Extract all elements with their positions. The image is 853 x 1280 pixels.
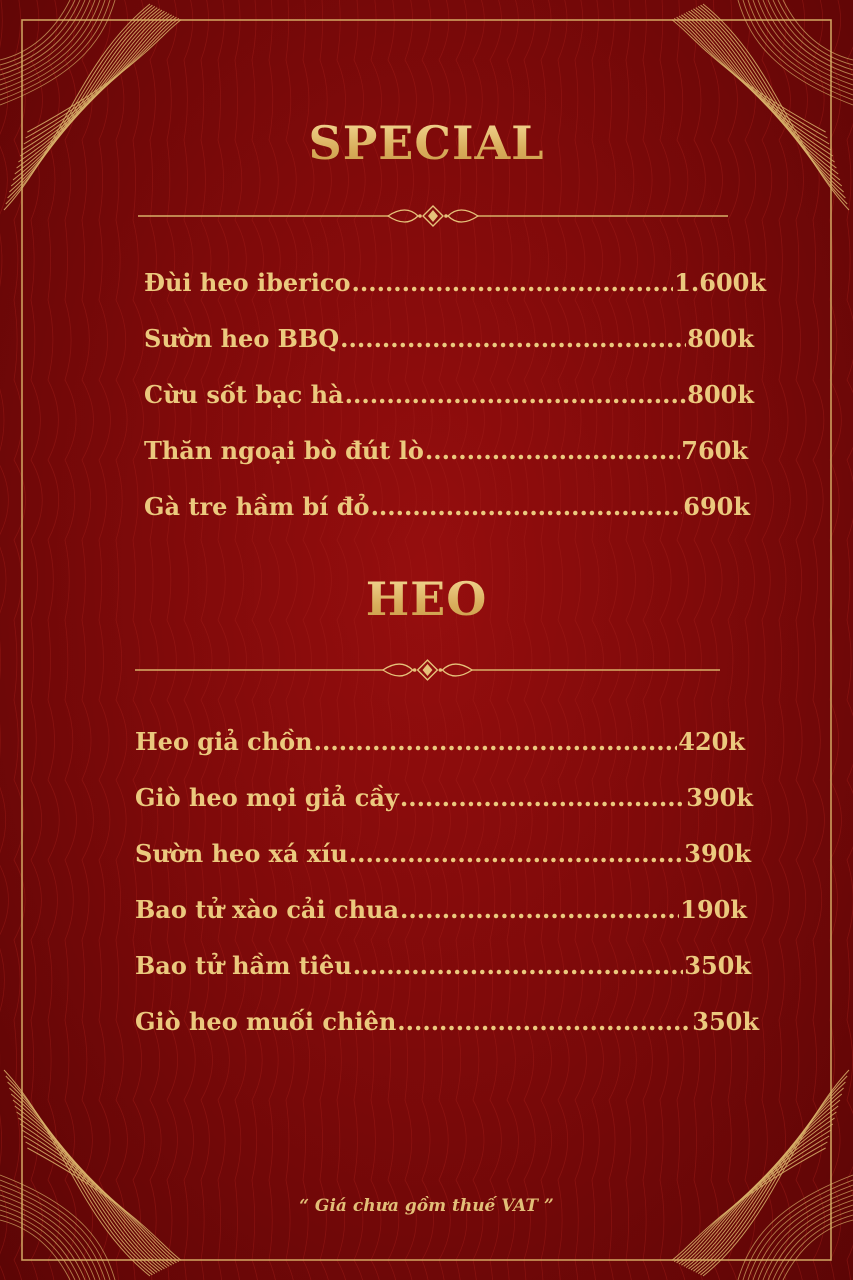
menu-item [135, 727, 745, 783]
item-name: Giò heo muối chiên [135, 1007, 397, 1036]
menu-list-heo [135, 727, 763, 1063]
menu-item [144, 268, 766, 324]
dot-leader [314, 727, 678, 756]
item-price: 390k [686, 783, 753, 812]
menu-item [135, 783, 753, 839]
item-price: 350k [692, 1007, 759, 1036]
dot-leader [425, 436, 680, 465]
item-price: 800k [687, 380, 754, 409]
divider-flourish-icon [138, 204, 728, 228]
menu-item [135, 1007, 759, 1063]
item-name: Bao tử hầm tiêu [135, 951, 352, 980]
item-price: 690k [683, 492, 750, 521]
item-price: 190k [680, 895, 747, 924]
item-name: Thăn ngoại bò đút lò [144, 436, 424, 465]
item-price: 760k [681, 436, 748, 465]
item-price: 800k [687, 324, 754, 353]
corner-ornament-bottom-right-icon [633, 1060, 853, 1280]
dot-leader [400, 783, 685, 812]
item-name: Heo giả chồn [135, 727, 313, 756]
item-name: Gà tre hầm bí đỏ [144, 492, 370, 521]
corner-ornament-top-left-icon [0, 0, 220, 220]
dot-leader [340, 324, 686, 353]
dot-leader [397, 1007, 691, 1036]
menu-item [144, 324, 754, 380]
item-name: Sườn heo BBQ [144, 324, 340, 353]
dot-leader [349, 839, 684, 868]
dot-leader [353, 951, 684, 980]
item-name: Đùi heo iberico [144, 268, 351, 297]
vat-footnote: “ Giá chưa gồm thuế VAT ” [299, 1196, 554, 1216]
menu-list-special [144, 268, 766, 548]
item-name: Giò heo mọi giả cầy [135, 783, 399, 812]
corner-ornament-bottom-left-icon [0, 1060, 220, 1280]
divider-flourish-icon [135, 658, 720, 682]
dot-leader [345, 380, 687, 409]
item-price: 1.600k [674, 268, 766, 297]
dot-leader [400, 895, 679, 924]
item-price: 350k [684, 951, 751, 980]
menu-item [144, 380, 754, 436]
section-title-heo: HEO [0, 572, 853, 626]
menu-item [144, 436, 748, 492]
section-title-special: SPECIAL [0, 116, 853, 170]
item-price: 420k [678, 727, 745, 756]
item-name: Sườn heo xá xíu [135, 839, 348, 868]
menu-item [135, 839, 751, 895]
menu-item [135, 895, 747, 951]
corner-ornament-top-right-icon [633, 0, 853, 220]
menu-item [144, 492, 750, 548]
menu-item [135, 951, 751, 1007]
dot-leader [352, 268, 674, 297]
dot-leader [371, 492, 683, 521]
item-name: Cừu sốt bạc hà [144, 380, 344, 409]
item-price: 390k [684, 839, 751, 868]
item-name: Bao tử xào cải chua [135, 895, 400, 924]
